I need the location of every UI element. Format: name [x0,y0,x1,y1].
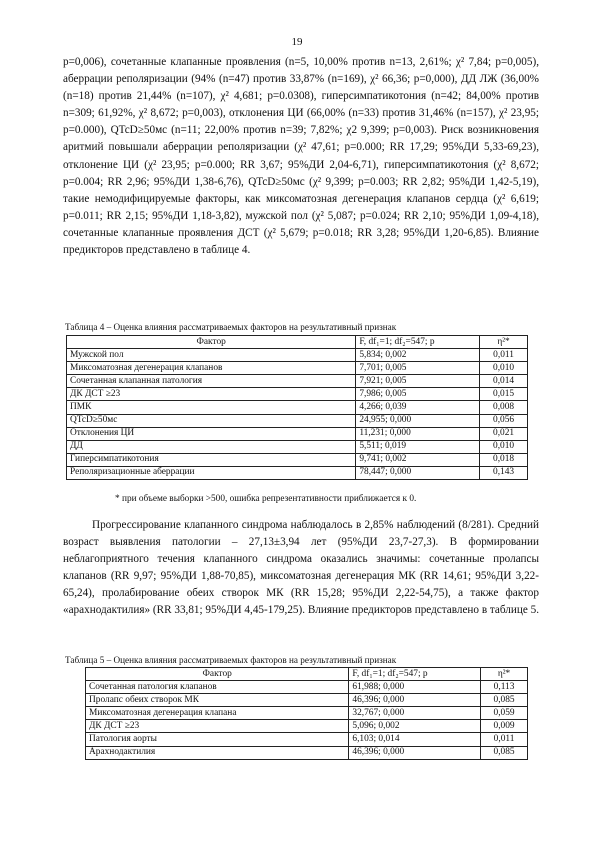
factor-cell: ДК ДСТ ≥23 [67,388,356,401]
table-row [86,681,528,694]
table-row [67,401,528,414]
factor-cell: Миксоматозная дегенерация клапана [86,707,349,720]
table-row [86,720,528,733]
table-row [67,349,528,362]
f-p-cell: 24,955; 0,000 [356,414,480,427]
f-p-cell: 9,741; 0,002 [356,453,480,466]
header-cell: Фактор [86,668,349,681]
factor-cell: Патология аорты [86,733,349,746]
eta-cell: 0,015 [480,388,528,401]
table-header-row [67,336,528,349]
f-p-cell: 4,266; 0,039 [356,401,480,414]
factor-cell: Мужской пол [67,349,356,362]
f-p-cell: 6,103; 0,014 [349,733,481,746]
table-row [67,388,528,401]
table-row [67,375,528,388]
f-p-cell: 5,834; 0,002 [356,349,480,362]
eta-cell: 0,056 [480,414,528,427]
table-row [67,440,528,453]
f-p-cell: 7,701; 0,005 [356,362,480,375]
factor-cell: ДК ДСТ ≥23 [86,720,349,733]
eta-cell: 0,113 [481,681,528,694]
header-cell: F, df₁=1; df₂=547; p [356,336,480,349]
table4 [66,335,528,480]
f-p-cell: 11,231; 0,000 [356,427,480,440]
table-row [86,707,528,720]
table4-caption: Таблица 4 – Оценка влияния рассматриваемых факторов на результативный признак [65,322,397,332]
eta-cell: 0,011 [481,733,528,746]
eta-cell: 0,009 [481,720,528,733]
eta-cell: 0,085 [481,694,528,707]
factor-cell: Пролапс обеих створок МК [86,694,349,707]
table-row [67,362,528,375]
header-cell: η²* [480,336,528,349]
f-p-cell: 7,921; 0,005 [356,375,480,388]
table-row [67,453,528,466]
table5 [85,667,528,760]
eta-cell: 0,059 [481,707,528,720]
factor-cell: ДД [67,440,356,453]
factor-cell: QTcD≥50мс [67,414,356,427]
factor-cell: Реполяризационные аберрации [67,466,356,479]
factor-cell: ПМК [67,401,356,414]
table-row [67,466,528,479]
page-number: 19 [291,36,303,48]
eta-cell: 0,008 [480,401,528,414]
factor-cell: Арахнодактилия [86,746,349,759]
table-row [67,414,528,427]
eta-cell: 0,143 [480,466,528,479]
f-p-cell: 32,767; 0,000 [349,707,481,720]
header-cell: Фактор [67,336,356,349]
body-paragraph-1: p=0,006), сочетанные клапанные проявления (n=5, 10,00% против n=13, 2,61%; χ² 7,84; p=0,005), аберрации реполяризации (94% (n=47) против 33,87% (n=169), χ² 66,36; p=0,000), ДД ЛЖ (36,00% (n=18) против 21,44% (n=107), χ² 4,681; p=0.0308), гиперсимпатикотония (n=42; 84,00% против n=309; 61,92%, χ² 8,672; p=0,003), отклонения ЦИ (66,00% (n=33) против 31,46% (n=157), χ² 23,95; p=0.000), QTcD≥50мс (n=11; 22,00% против n=39; 7,82%; χ2 9,399; p=0,003). Риск возникновения аритмий повышали аберрации реполяризации (χ² 47,61; p=0.000; RR 17,29; 95%ДИ 5,33-69,23), отклонение ЦИ (χ² 23,95; p=0.000; RR 3,67; 95%ДИ 2,04-6,71), гиперсимпатикотония (χ² 8,672; p=0.004; RR 2,96; 95%ДИ 1,38-6,76), QTcD≥50мс (χ² 9,399; p=0.003; RR 2,82; 95%ДИ 1,42-5,19), такие немодифицируемые факторы, как миксоматозная дегенерация клапанов сердца (χ² 6,619; p=0.011; RR 2,15; 95%ДИ 1,18-3,82), мужской пол (χ² 5,087; p=0.024; RR 2,10; 95%ДИ 1,09-4,18), сочетанные клапанные проявления ДСТ (χ² 5,679; p=0.018; RR 3,28; 95%ДИ 1,20-6,85). Влияние предикторов представлено в таблице 4. [63,56,539,257]
header-cell: F, df₁=1; df₂=547; p [349,668,481,681]
eta-cell: 0,014 [480,375,528,388]
body-paragraph-2: Прогрессирование клапанного синдрома наблюдалось в 2,85% наблюдений (8/281). Средний возраст выявления патологии – 27,13±3,94 лет (95%ДИ 23,7-27,3). В формировании неблагоприятного течения клапанного синдрома оказались значимы: сочетанные пролапсы клапанов (RR 9,97; 95%ДИ 1,88-70,85), миксоматозная дегенерация МК (RR 14,61; 95%ДИ 3,22-65,24), пролабирование обеих створок МК (RR 15,28; 95%ДИ 2,22-54,75), а также фактор «арахнодактилия» (RR 33,81; 95%ДИ 4,45-179,25). Влияние предикторов представлено в таблице 5. [63,519,540,617]
f-p-cell: 7,986; 0,005 [356,388,480,401]
table5-caption: Таблица 5 – Оценка влияния рассматриваемых факторов на результативный признак [65,655,397,665]
table4-footnote: * при объеме выборки >500, ошибка репрезентативности приближается к 0. [115,494,417,504]
header-cell: η²* [481,668,528,681]
f-p-cell: 78,447; 0,000 [356,466,480,479]
table-row [86,733,528,746]
eta-cell: 0,010 [480,440,528,453]
f-p-cell: 61,988; 0,000 [349,681,481,694]
factor-cell: Гиперсимпатикотония [67,453,356,466]
eta-cell: 0,021 [480,427,528,440]
eta-cell: 0,010 [480,362,528,375]
factor-cell: Сочетанная клапанная патология [67,375,356,388]
f-p-cell: 5,511; 0,019 [356,440,480,453]
f-p-cell: 5,096; 0,002 [349,720,481,733]
f-p-cell: 46,396; 0,000 [349,694,481,707]
eta-cell: 0,018 [480,453,528,466]
eta-cell: 0,085 [481,746,528,759]
factor-cell: Отклонения ЦИ [67,427,356,440]
table-row [86,694,528,707]
table-header-row [86,668,528,681]
f-p-cell: 46,396; 0,000 [349,746,481,759]
eta-cell: 0,011 [480,349,528,362]
table-row [86,746,528,759]
table-row [67,427,528,440]
factor-cell: Сочетанная патология клапанов [86,681,349,694]
factor-cell: Миксоматозная дегенерация клапанов [67,362,356,375]
